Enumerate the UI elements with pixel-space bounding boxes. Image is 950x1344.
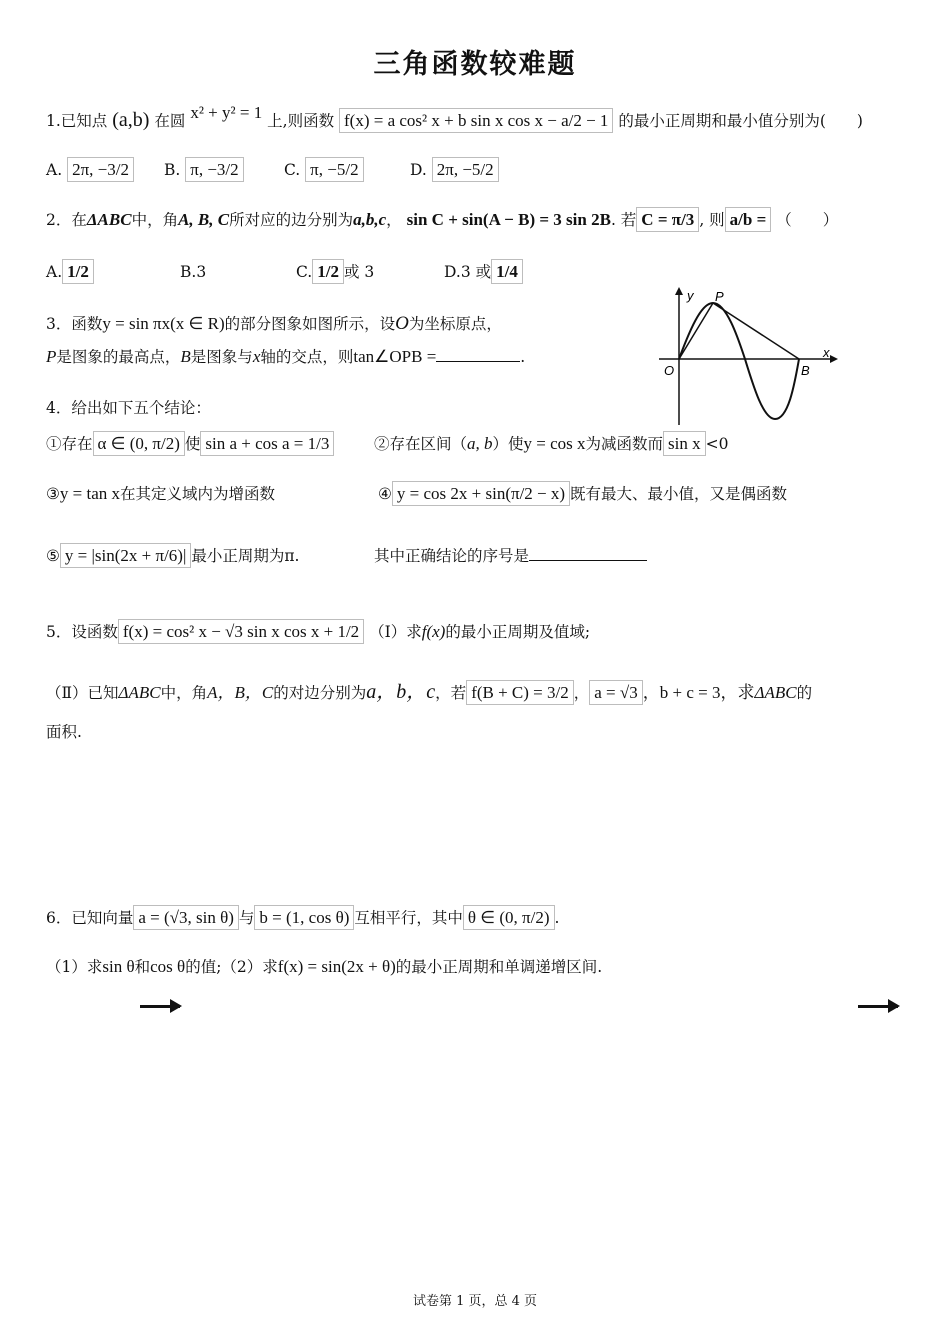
q2-triangle: ΔABC [86,210,132,229]
q1-function: f(x) = a cos² x + b sin x cos x − a/2 − 1 [339,108,613,133]
graph-y-label: y [687,288,694,303]
q4-ask: 其中正确结论的序号是 [374,546,647,566]
question-5-stem: 5．设函数 f(x) = cos² x − √3 sin x cos x + 1/2 （Ⅰ）求f(x)的最小正周期及值域; [46,622,590,642]
q2-option-a-value: 1/2 [62,259,94,284]
q2-option-c-value: 1/2 [312,259,344,284]
q1-prefix: 1.已知点 [46,112,108,130]
question-2-stem: 2．在ΔABC中，角A, B, C所对应的边分别为a,b,c， sin C + sin(A − B) = 3 sin 2B. 若 C = π/3 , 则 a/b = （ ） [46,210,838,230]
q4-intro: 4．给出如下五个结论： [46,399,211,417]
x-axis-arrow-icon [830,355,838,363]
q3-graph [655,285,840,430]
q4-statement-3: ③y = tan x在其定义域内为增函数 [46,484,276,503]
q4-answer-blank[interactable] [529,560,647,561]
page-footer: 试卷第 1 页，总 4 页 [412,1294,538,1309]
q2-option-b: B.3 [180,263,207,281]
graph-o-label: O [664,363,675,378]
vector-arrow-b-icon [858,1005,898,1008]
q1-option-a: A. 2π, −3/2 [46,160,134,180]
q5-part-2-end: 面积. [46,723,82,741]
q3-answer-blank[interactable] [436,361,520,362]
q1-text: 在圆 [154,112,186,130]
q5-function: f(x) = cos² x − √3 sin x cos x + 1/2 [118,619,364,644]
q4-statement-4: ④ y = cos 2x + sin(π/2 − x) 既有最大、最小值，又是偶函数 [378,484,787,504]
q2-option-d-value: 1/4 [491,259,523,284]
q4-s1-equation: sin a + cos a = 1/3 [200,431,334,456]
graph-b-label: B [801,363,810,378]
q1-point: (a,b) [112,109,150,131]
q1-text: 上,则函数 [267,112,335,130]
q2-condition: C = π/3 [636,207,699,232]
q6-parts: （1）求sin θ和cos θ的值;（2）求f(x) = sin(2x + θ)的最小正周期和单调递增区间. [46,957,603,976]
q4-statement-1: ①存在 α ∈ (0, π/2) 使 sin a + cos a = 1/3 [46,434,334,454]
q1-option-b: B. π, −3/2 [164,160,244,180]
q6-theta-range: θ ∈ (0, π/2) [463,905,555,930]
q6-vector-b: b = (1, cos θ) [254,905,354,930]
question-3-stem-line1: 3．函数y = sin πx(x ∈ R)的部分图象如图所示，设O为坐标原点， [46,313,502,334]
q1-option-c: C. π, −5/2 [284,160,364,180]
q1-option-c-value: π, −5/2 [305,157,363,182]
graph-p-label: P [715,289,724,304]
q3-function: y = sin πx(x ∈ R) [102,314,225,333]
page-title: 三角函数较难题 [373,49,577,80]
segment-op [679,303,713,359]
y-axis-arrow-icon [675,287,683,295]
q5-condition-2: a = √3 [589,680,642,705]
q2-option-b-value: 3 [196,263,207,281]
q6-function: f(x) = sin(2x + θ) [277,957,396,976]
q3-ask: tan∠OPB = [353,347,437,366]
question-1-stem [46,103,863,131]
q4-s2-box: sin x [663,431,706,456]
q2-angles: A, B, C [178,210,230,229]
graph-x-label: x [823,345,830,360]
q1-option-a-value: 2π, −3/2 [67,157,134,182]
q1-option-d: D. 2π, −5/2 [410,160,499,180]
q2-option-c: C. 1/2 或 3 [296,262,374,282]
segment-pb [713,303,799,359]
question-6-stem: 6．已知向量 a = (√3, sin θ) 与 b = (1, cos θ) 互相平行，其中 θ ∈ (0, π/2) . [46,908,559,928]
q6-vector-a: a = (√3, sin θ) [133,905,239,930]
q4-statement-2: ②存在区间（a, b）使y = cos x为减函数而 sin x <0 [374,434,729,454]
q5-condition-1: f(B + C) = 3/2 [466,680,574,705]
q4-s1-interval: α ∈ (0, π/2) [93,431,185,456]
q1-option-d-value: 2π, −5/2 [432,157,499,182]
q2-option-d: D.3 或 1/4 [444,262,523,282]
q2-sides: a,b,c [353,210,387,229]
q4-s5-equation: y = |sin(2x + π/6)| [60,543,191,568]
q2-ask: a/b = [725,207,772,232]
vector-arrow-a-icon [140,1005,180,1008]
q1-circle-equation: x² + y² = 1 [190,103,263,122]
q4-s4-equation: y = cos 2x + sin(π/2 − x) [392,481,570,506]
q1-option-b-value: π, −3/2 [185,157,243,182]
q5-part-2: （Ⅱ）已知ΔABC中，角A，B，C的对边分别为a，b，c，若 f(B + C) = 3/2 ， a = √3 ，b + c = 3，求ΔABC的 [46,681,813,703]
q2-option-a: A. 1/2 [46,262,94,282]
q1-suffix: 的最小正周期和最小值分别为( ) [618,112,863,130]
q4-statement-5: ⑤ y = |sin(2x + π/6)| 最小正周期为π. [46,546,299,566]
q2-equation: sin C + sin(A − B) = 3 sin 2B [406,210,611,229]
question-3-stem-line2: P是图象的最高点，B是图象与x轴的交点，则tan∠OPB = . [46,347,526,366]
